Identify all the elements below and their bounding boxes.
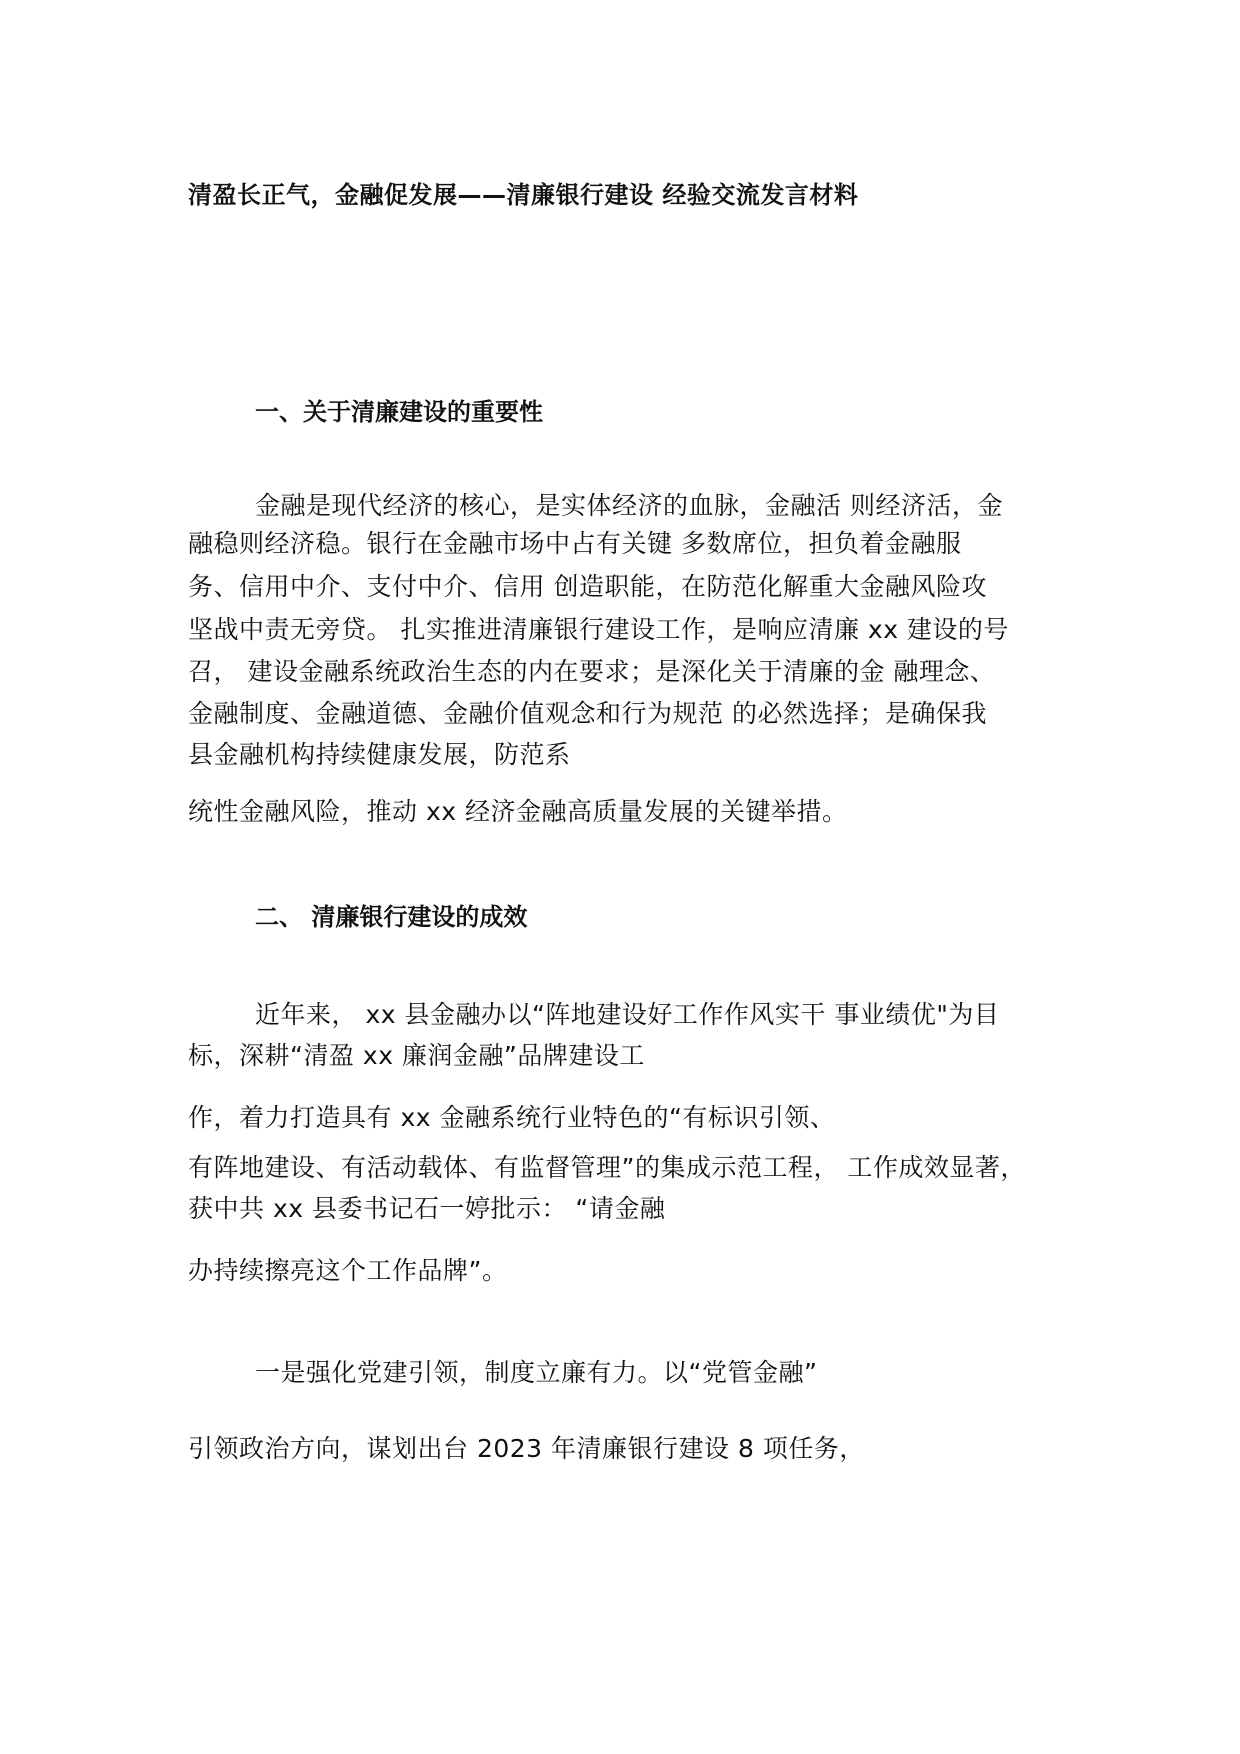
paragraph-line: 坚战中责无旁贷。 扎实推进清廉银行建设工作，是响应清廉 xx 建设的号 xyxy=(188,615,1009,644)
paragraph-line: 作，着力打造具有 xx 金融系统行业特色的“有标识引领、 xyxy=(188,1103,836,1132)
paragraph-line: 有阵地建设、有活动载体、有监督管理”的集成示范工程， 工作成效显著， xyxy=(188,1153,1026,1182)
paragraph-line: 召， 建设金融系统政治生态的内在要求；是深化关于清廉的金 融理念、 xyxy=(188,657,996,686)
paragraph-line: 获中共 xx 县委书记石一婷批示： “请金融 xyxy=(188,1194,666,1223)
paragraph-line: 引领政治方向，谋划出台 2023 年清廉银行建设 8 项任务， xyxy=(188,1434,865,1463)
paragraph-line: 办持续擦亮这个工作品牌”。 xyxy=(188,1256,508,1285)
paragraph-line: 近年来， xx 县金融办以“阵地建设好工作作风实干 事业绩优"为目 xyxy=(255,1000,1000,1029)
document-title: 清盈长正气，金融促发展——清廉银行建设 经验交流发言材料 xyxy=(188,181,859,209)
section-heading: 一、关于清廉建设的重要性 xyxy=(255,398,543,426)
paragraph-line: 金融是现代经济的核心，是实体经济的血脉，金融活 则经济活，金 xyxy=(255,491,1003,520)
paragraph-line: 县金融机构持续健康发展，防范系 xyxy=(188,740,571,769)
paragraph-line: 标，深耕“清盈 xx 廉润金融”品牌建设工 xyxy=(188,1041,645,1070)
paragraph-line: 统性金融风险，推动 xx 经济金融高质量发展的关键举措。 xyxy=(188,797,848,826)
paragraph-line: 金融制度、金融道德、金融价值观念和行为规范 的必然选择；是确保我 xyxy=(188,699,987,728)
paragraph-line: 一是强化党建引领，制度立廉有力。以“党管金融” xyxy=(255,1358,818,1387)
section-heading: 二、 清廉银行建设的成效 xyxy=(255,903,528,931)
paragraph-line: 融稳则经济稳。银行在金融市场中占有关键 多数席位，担负着金融服 xyxy=(188,529,962,558)
paragraph-line: 务、信用中介、支付中介、信用 创造职能，在防范化解重大金融风险攻 xyxy=(188,572,987,601)
